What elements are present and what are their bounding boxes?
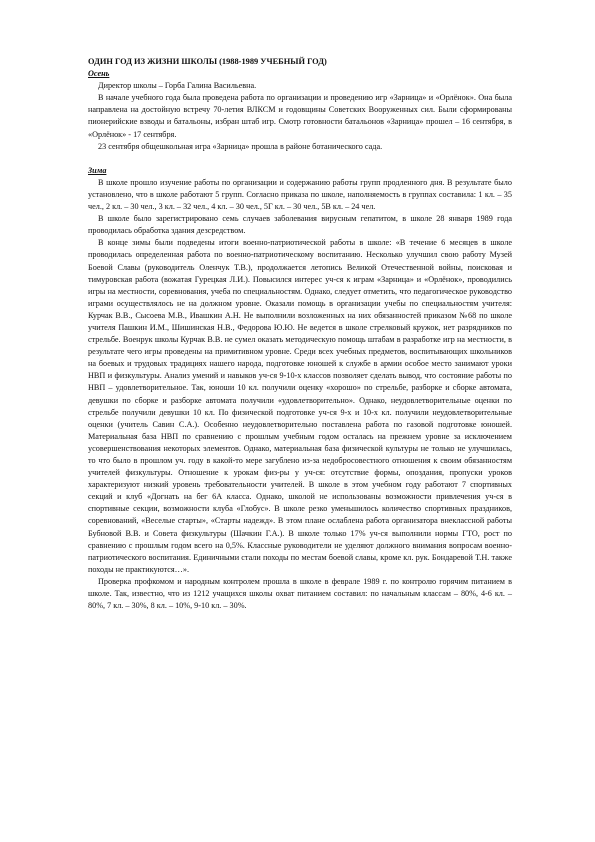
document-page [88,56,512,612]
winter-paragraph-2: В школе было зарегистрировано семь случаев заболевания вирусным гепатитом, в школе 28 января 1989 года проводилась обработка здания дезсредством. [88,214,512,236]
document-title: ОДИН ГОД ИЗ ЖИЗНИ ШКОЛЫ (1988-1989 УЧЕБНЫЙ ГОД) [88,57,327,66]
autumn-heading: Осень [88,69,110,79]
section-gap [88,153,512,165]
autumn-paragraph-1: В начале учебного года была проведена работа по организации и проведению игр «Зарница» и «Орлёнок». Она была направлена на достойную встречу 70-летия ВЛКСМ и годовщины Советских Вооруженных сил. Были сформированы пионерийские взводы и батальоны, избран штаб игр. Смотр готовности батальонов «Зарница» прошел – 16 сентября, в «Орлёнок» - 17 сентября. [88,93,512,139]
winter-heading: Зима [88,165,107,175]
winter-paragraph-1: В школе прошло изучение работы по организации и содержанию работы групп продленного дня. В результате было установлено, что в школе работают 5 групп. Согласно приказа по школе, наполняемость в группах составила: 1 кл. – 35 чел., 2 кл. – 30 чел., 3 кл. – 32 чел., 4 кл. – 30 чел., 5Г кл. – 30 чел., 5В кл. – 24 чел. [88,177,512,212]
winter-paragraph-4: Проверка профкомом и народным контролем прошла в школе в феврале 1989 г. по контролю горячим питанием в школе. Так, известно, что из 1212 учащихся школы охват питанием составил: по начальным классам – 80%, 4-6 кл. – 80%, 7 кл. – 30%, 8 кл. – 10%, 9-10 кл. – 30%. [88,576,512,611]
director-line: Директор школы – Горба Галина Васильевна. [98,81,257,91]
winter-paragraph-3: В конце зимы были подведены итоги военно-патриотической работы в школе: «В течение 6 месяцев в школе проводилась определенная работа по военно-патриотическому воспитанию. Несколько улучшил свою работу Музей Боевой Славы (руководитель Оленчук Т.В.), продолжается летопись Великой Отечественной войны, поисковая и тимуровская работа (вожатая Гурецкая Л.И.). Повысился интерес уч-ся к играм «Зарница» и «Орлёнок», проводились игры на местности, соревнования, учеба по специальностям. Однако, следует отметить, что педагогическое руководство играми осуществлялось не на должном уровне. Оказали помощь в организации учебы по специальностям учителя: Курчак В.В., Сысоева М.В., Ивашкин А.Н. Не выполнили возложенных на них обязанностей приказом №68 по школе учителя Пашкин И.М., Шишинская Н.В., Федорова Ю.Ю. Не ведется в школе стрелковый кружок, нет разрядников по стрельбе. Военрук школы Курчак В.В. не сумел оказать методическую помощь штабам в разработке игр на местности, в результате чего игры проведены на примитивном уровне. Среди всех учебных предметов, воспитывающих школьников на боевых и трудовых традициях нашего народа, подготовке юношей к службе в армии особое место занимают уроки НВП и физкультуры. Анализ умений и навыков уч-ся 9-10-х классов позволяет сделать вывод, что состояние работы по НВП – удовлетворительное. Так, юноши 10 кл. получили оценку «хорошо» по стрельбе, разборке и сборке автомата, девушки по сборке и разборке автомата получили «удовлетворительно». Однако, неудовлетворительные оценки по стрельбе получили девушки 10 кл. По физической подготовке уч-ся 9-х и 10-х кл. получили неудовлетворительные оценки (учитель Савин С.А.). Особенно неудовлетворительно поставлена работа по газовой подготовке юношей. Материальная база НВП по сравнению с прошлым учебным годом осталась на прежнем уровне за исключением усовершенствования некоторых элементов. Однако, материальная база физической культуры не только не улучшилась, то что было в прошлом уч. году в какой-то мере загублено из-за недобросовестного отношения к своим обязанностям учителей физкультуры. Отношение к урокам физ-ры у уч-ся: отсутствие формы, опоздания, пропуски уроков характеризуют низкий уровень требовательности учителей. В школе в этом учебном году работают 7 спортивных секций и клуб «Догнать на бег 6А класса. Однако, школой не использованы возможности привлечения уч-ся в спортивные секции, возможности клуба «Глобус». В школе резко уменьшилось количество спортивных праздников, соревнований, «Веселые старты», «Старты надежд». В этом плане ослаблена работа организатора внеклассной работы Бубновой В.В. и Совета физкультуры (Шачкин Г.А.). В школе только 17% уч-ся выполнили нормы ГТО, рост по сравнению с прошлым годом всего на 0,5%. Классные руководители не уделяют должного внимания вопросам военно-патриотического воспитания. Единичными стали походы по местам боевой славы, кроме кл. рук. Бондаревой Т.Н. также походы не практикуются…». [88,238,512,574]
autumn-paragraph-2: 23 сентября общешкольная игра «Зарница» прошла в районе ботанического сада. [98,141,383,151]
